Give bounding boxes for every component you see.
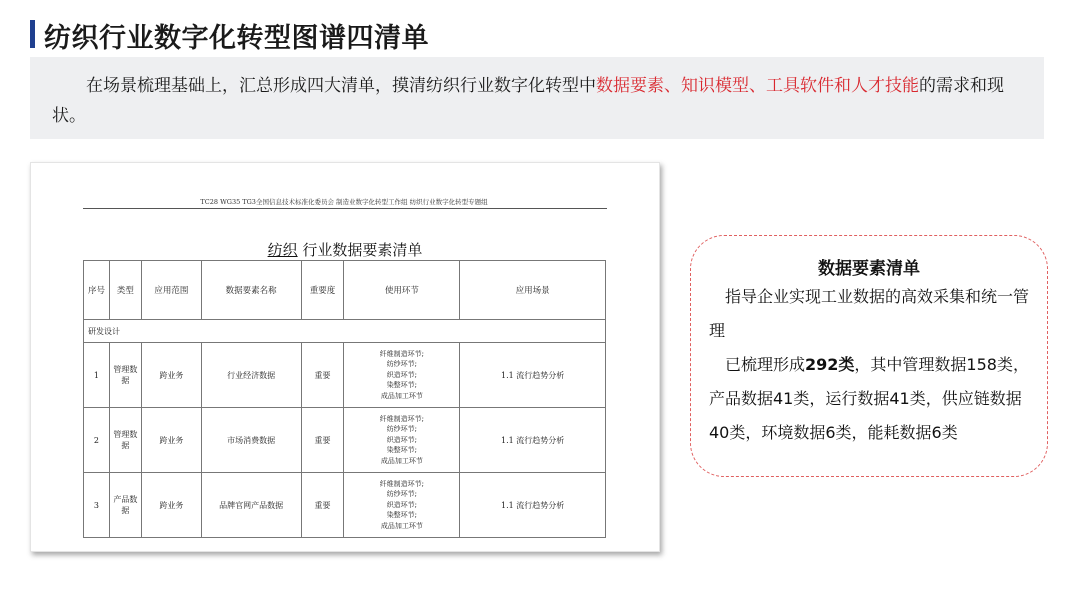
cell-stages [344,343,460,408]
cell-name: 行业经济数据 [201,343,301,408]
intro-text [30,57,1044,131]
cell-scenario: 1.1 流行趋势分析 [460,343,606,408]
cell-no: 3 [84,473,110,538]
column-header: 数据要素名称 [201,261,301,320]
cell-scenario: 1.1 流行趋势分析 [460,473,606,538]
stage-item: 纤维制造环节; [379,349,425,358]
column-header: 类型 [109,261,141,320]
stage-item: 染整环节; [386,511,418,520]
column-header: 应用场景 [460,261,606,320]
intro-text-start: 在场景梳理基础上，汇总形成四大清单，摸清纺织行业数字化转型中 [86,76,596,96]
cell-importance: 重要 [301,408,344,473]
document-image [30,162,660,552]
cell-no: 1 [84,343,110,408]
stage-item: 纺纱环节; [386,425,418,434]
cell-importance: 重要 [301,473,344,538]
stage-item: 成品加工环节 [380,456,423,465]
table-row [84,473,606,538]
column-header: 重要度 [301,261,344,320]
card-line-2-start: 已梳理形成 [725,355,806,374]
column-header: 序号 [84,261,110,320]
document-title [31,239,659,260]
intro-text-end: 的需求和现状。 [52,76,1004,126]
table-header-row [84,261,606,320]
card-line-2-rest: ，其中管理数据158类，产品数据41类，运行数据41类，供应链数据40类，环境数据6类，能耗数据6类 [709,355,1029,442]
cell-scope: 跨业务 [141,473,201,538]
table-row [84,343,606,408]
section-row [84,320,606,343]
stage-item: 成品加工环节 [380,391,423,400]
document-title-industry: 纺织 [267,241,298,259]
cell-type: 管理数据 [109,343,141,408]
document-title-rest: 行业数据要素清单 [297,241,423,259]
cell-name: 品牌官网产品数据 [201,473,301,538]
stage-item: 纺纱环节; [386,360,418,369]
column-header: 使用环节 [344,261,460,320]
data-elements-table [83,260,606,538]
card-line-2 [709,348,1031,450]
card-body [709,280,1031,450]
title-accent-bar [30,20,35,48]
page-title: 纺织行业数字化转型图谱四清单 [44,23,429,54]
stage-item: 成品加工环节 [380,521,423,530]
cell-importance: 重要 [301,343,344,408]
cell-stages [344,408,460,473]
cell-scope: 跨业务 [141,343,201,408]
stage-item: 织造环节; [386,500,418,509]
table-row [84,408,606,473]
stage-item: 织造环节; [386,435,418,444]
document-header-rule [83,208,607,209]
intro-highlight: 数据要素、知识模型、工具软件和人才技能 [596,76,919,96]
intro-box [30,57,1044,139]
cell-stages [344,473,460,538]
cell-scenario: 1.1 流行趋势分析 [460,408,606,473]
stage-item: 织造环节; [386,370,418,379]
card-title: 数据要素清单 [818,259,920,279]
data-elements-card [690,235,1048,477]
cell-type: 管理数据 [109,408,141,473]
section-label: 研发设计 [84,320,606,343]
cell-name: 市场消费数据 [201,408,301,473]
cell-type: 产品数据 [109,473,141,538]
stage-item: 纤维制造环节; [379,414,425,423]
cell-no: 2 [84,408,110,473]
document-header: TC28 WG35 TG3全国信息技术标准化委员会 制造业数字化转型工作组 纺织行业数字化转型专题组 [200,198,488,206]
card-count: 292类 [805,355,855,374]
cell-scope: 跨业务 [141,408,201,473]
card-line-1: 指导企业实现工业数据的高效采集和统一管理 [709,287,1030,340]
stage-item: 纺纱环节; [386,490,418,499]
stage-item: 染整环节; [386,446,418,455]
column-header: 应用范围 [141,261,201,320]
stage-item: 染整环节; [386,381,418,390]
stage-item: 纤维制造环节; [379,479,425,488]
